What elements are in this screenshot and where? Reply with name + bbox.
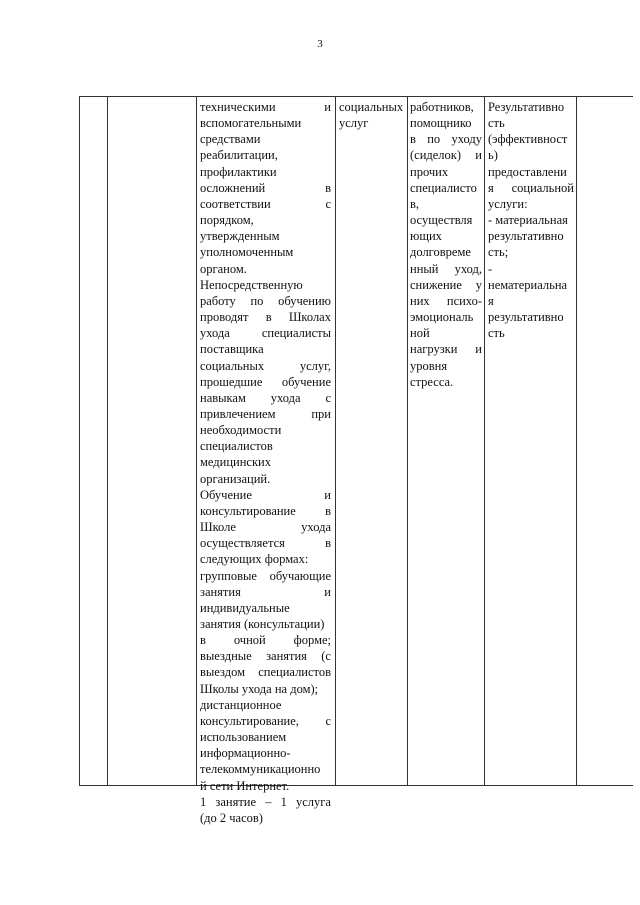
result-line: ющих xyxy=(410,229,442,244)
conditions-line: услуг xyxy=(339,116,369,131)
description-line xyxy=(200,406,331,422)
indicators-line: сть xyxy=(488,326,505,341)
description-word: консультирование, xyxy=(200,713,299,728)
description-word: занятия xyxy=(266,649,307,664)
description-word: осуществляется xyxy=(200,536,285,551)
result-word: психо- xyxy=(446,293,482,308)
description-word: по xyxy=(250,293,264,308)
description-line: профилактики xyxy=(200,164,277,179)
service-result-cell xyxy=(410,99,482,390)
result-line xyxy=(410,341,482,357)
description-line: вспомогательными xyxy=(200,116,302,131)
description-line: специалистов xyxy=(200,439,273,454)
description-word: 1 xyxy=(200,794,207,809)
description-word: очной xyxy=(233,633,266,648)
result-line: эмоциональ xyxy=(410,310,474,325)
description-word: ухода xyxy=(270,390,301,405)
description-line xyxy=(200,390,331,406)
description-word: привлечением xyxy=(200,406,276,421)
description-line xyxy=(200,293,331,309)
result-line xyxy=(410,131,482,147)
description-word: консультирование xyxy=(200,503,296,518)
result-line: ной xyxy=(410,326,430,341)
indicators-line: нематериальна xyxy=(488,277,568,292)
description-line xyxy=(200,568,331,584)
description-word: ухода xyxy=(200,326,230,341)
description-line: информационно- xyxy=(200,746,291,761)
description-line: необходимости xyxy=(200,423,282,438)
result-line: долговреме xyxy=(410,245,471,260)
description-line: утвержденным xyxy=(200,229,280,244)
result-word: у xyxy=(475,277,482,292)
description-word: форме; xyxy=(293,633,331,648)
indicators-line: - xyxy=(488,261,493,276)
description-word: техническими xyxy=(200,100,276,114)
description-line: средствами xyxy=(200,132,261,147)
result-line: уровня xyxy=(410,358,448,373)
description-line xyxy=(200,503,331,519)
description-line: поставщика xyxy=(200,342,264,357)
description-word: ухода xyxy=(301,520,331,535)
result-word: (сиделок) xyxy=(410,148,462,163)
description-word: Обучение xyxy=(200,487,252,502)
indicators-line: сть; xyxy=(488,245,509,260)
description-word: обучение xyxy=(281,374,331,389)
description-line: дистанционное xyxy=(200,697,282,712)
result-line: помощнико xyxy=(410,116,472,131)
result-line: работников, xyxy=(410,100,474,114)
description-line: следующих формах: xyxy=(200,552,309,567)
page-number: 3 xyxy=(317,38,323,50)
description-word: в xyxy=(200,633,206,648)
description-word: Школе xyxy=(200,520,236,535)
indicators-line: (эффективност xyxy=(488,132,568,147)
description-word: с xyxy=(325,713,331,728)
description-word: 1 xyxy=(280,794,287,809)
description-word: осложнений xyxy=(200,180,266,195)
indicators-line: результативно xyxy=(488,229,564,244)
service-conditions-cell xyxy=(339,99,405,131)
description-word: прошедшие xyxy=(200,374,263,389)
description-word: обучающие xyxy=(269,568,331,583)
description-line xyxy=(200,519,331,535)
column-divider-3 xyxy=(335,96,336,786)
description-line xyxy=(200,713,331,729)
result-word: уход, xyxy=(454,261,482,276)
description-line xyxy=(200,309,331,325)
description-word: соответствии xyxy=(200,196,271,211)
description-word: при xyxy=(311,406,331,421)
description-line xyxy=(200,794,331,810)
result-word: в xyxy=(410,132,416,147)
result-line xyxy=(410,293,482,309)
result-word: и xyxy=(475,342,482,357)
description-line: использованием xyxy=(200,730,287,745)
result-word: и xyxy=(475,148,482,163)
description-word: услуг, xyxy=(299,358,331,373)
description-word: выездные xyxy=(200,649,252,664)
description-word: обучению xyxy=(278,293,331,308)
result-word: них xyxy=(410,293,430,308)
indicators-word: социальной xyxy=(511,180,574,195)
indicators-line: результативно xyxy=(488,310,564,325)
indicators-line: Результативно xyxy=(488,100,565,114)
indicators-line xyxy=(488,180,574,196)
description-line xyxy=(200,358,331,374)
service-indicators-cell xyxy=(488,99,574,341)
description-word: в xyxy=(325,180,331,195)
description-line: (до 2 часов) xyxy=(200,810,263,825)
description-line xyxy=(200,374,331,390)
description-word: работу xyxy=(200,293,236,308)
result-line: осуществля xyxy=(410,213,473,228)
description-line xyxy=(200,487,331,503)
description-line xyxy=(200,180,331,196)
description-line: телекоммуникационно xyxy=(200,762,321,777)
description-line xyxy=(200,648,331,664)
description-word: и xyxy=(324,100,331,114)
indicators-line: ь) xyxy=(488,148,498,163)
description-word: с xyxy=(325,390,331,405)
indicators-line: услуги: xyxy=(488,196,528,211)
description-word: и xyxy=(324,584,331,599)
description-line: уполномоченным xyxy=(200,245,294,260)
service-description-cell xyxy=(200,99,331,826)
description-word: проводят xyxy=(200,310,249,325)
indicators-line: я xyxy=(488,293,494,308)
description-line xyxy=(200,584,331,600)
description-line: Школы ухода на дом); xyxy=(200,681,319,696)
result-line: специалисто xyxy=(410,180,477,195)
description-line: порядком, xyxy=(200,213,254,228)
description-word: навыкам xyxy=(200,390,246,405)
result-word: нагрузки xyxy=(410,342,458,357)
description-line xyxy=(200,196,331,212)
description-line xyxy=(200,99,331,115)
description-line: реабилитации, xyxy=(200,148,278,163)
result-line: в, xyxy=(410,196,420,211)
description-word: в xyxy=(325,503,331,518)
description-line xyxy=(200,664,331,680)
description-word: и xyxy=(324,487,331,502)
indicators-line: - материальная xyxy=(488,213,568,228)
description-line xyxy=(200,535,331,551)
column-divider-1 xyxy=(107,96,108,786)
description-line: организаций. xyxy=(200,471,271,486)
description-line: Непосредственную xyxy=(200,277,303,292)
description-line: й сети Интернет. xyxy=(200,778,290,793)
description-word: специалисты xyxy=(261,326,331,341)
description-word: занятие xyxy=(215,794,257,809)
description-word: – xyxy=(265,794,272,809)
result-line xyxy=(410,147,482,163)
description-word: услуга xyxy=(296,794,331,809)
result-line xyxy=(410,261,482,277)
description-line: органом. xyxy=(200,261,247,276)
description-line: индивидуальные xyxy=(200,600,290,615)
result-line: прочих xyxy=(410,164,449,179)
description-word: в xyxy=(265,310,272,325)
indicators-line: сть xyxy=(488,116,505,131)
description-word: занятия xyxy=(200,584,241,599)
description-word: в xyxy=(325,536,331,551)
description-word: групповые xyxy=(200,568,257,583)
description-word: социальных xyxy=(200,358,265,373)
result-line xyxy=(410,277,482,293)
description-word: специалистов xyxy=(258,665,331,680)
description-word: (с xyxy=(321,649,331,664)
description-line: занятия (консультации) xyxy=(200,617,325,631)
description-word: выездом xyxy=(200,665,245,680)
description-line: медицинских xyxy=(200,455,271,470)
description-line xyxy=(200,325,331,341)
description-line xyxy=(200,632,331,648)
indicators-word: я xyxy=(488,180,494,195)
result-word: нный xyxy=(410,261,439,276)
column-divider-2 xyxy=(196,96,197,786)
result-word: по xyxy=(427,132,441,147)
result-word: снижение xyxy=(410,277,462,292)
conditions-line: социальных xyxy=(339,100,404,114)
description-word: с xyxy=(325,196,331,211)
indicators-line: предоставлени xyxy=(488,164,567,179)
column-divider-5 xyxy=(484,96,485,786)
column-divider-6 xyxy=(576,96,577,786)
description-word: Школах xyxy=(288,310,331,325)
result-word: уходу xyxy=(451,132,482,147)
result-line: стресса. xyxy=(410,374,454,389)
column-divider-4 xyxy=(407,96,408,786)
